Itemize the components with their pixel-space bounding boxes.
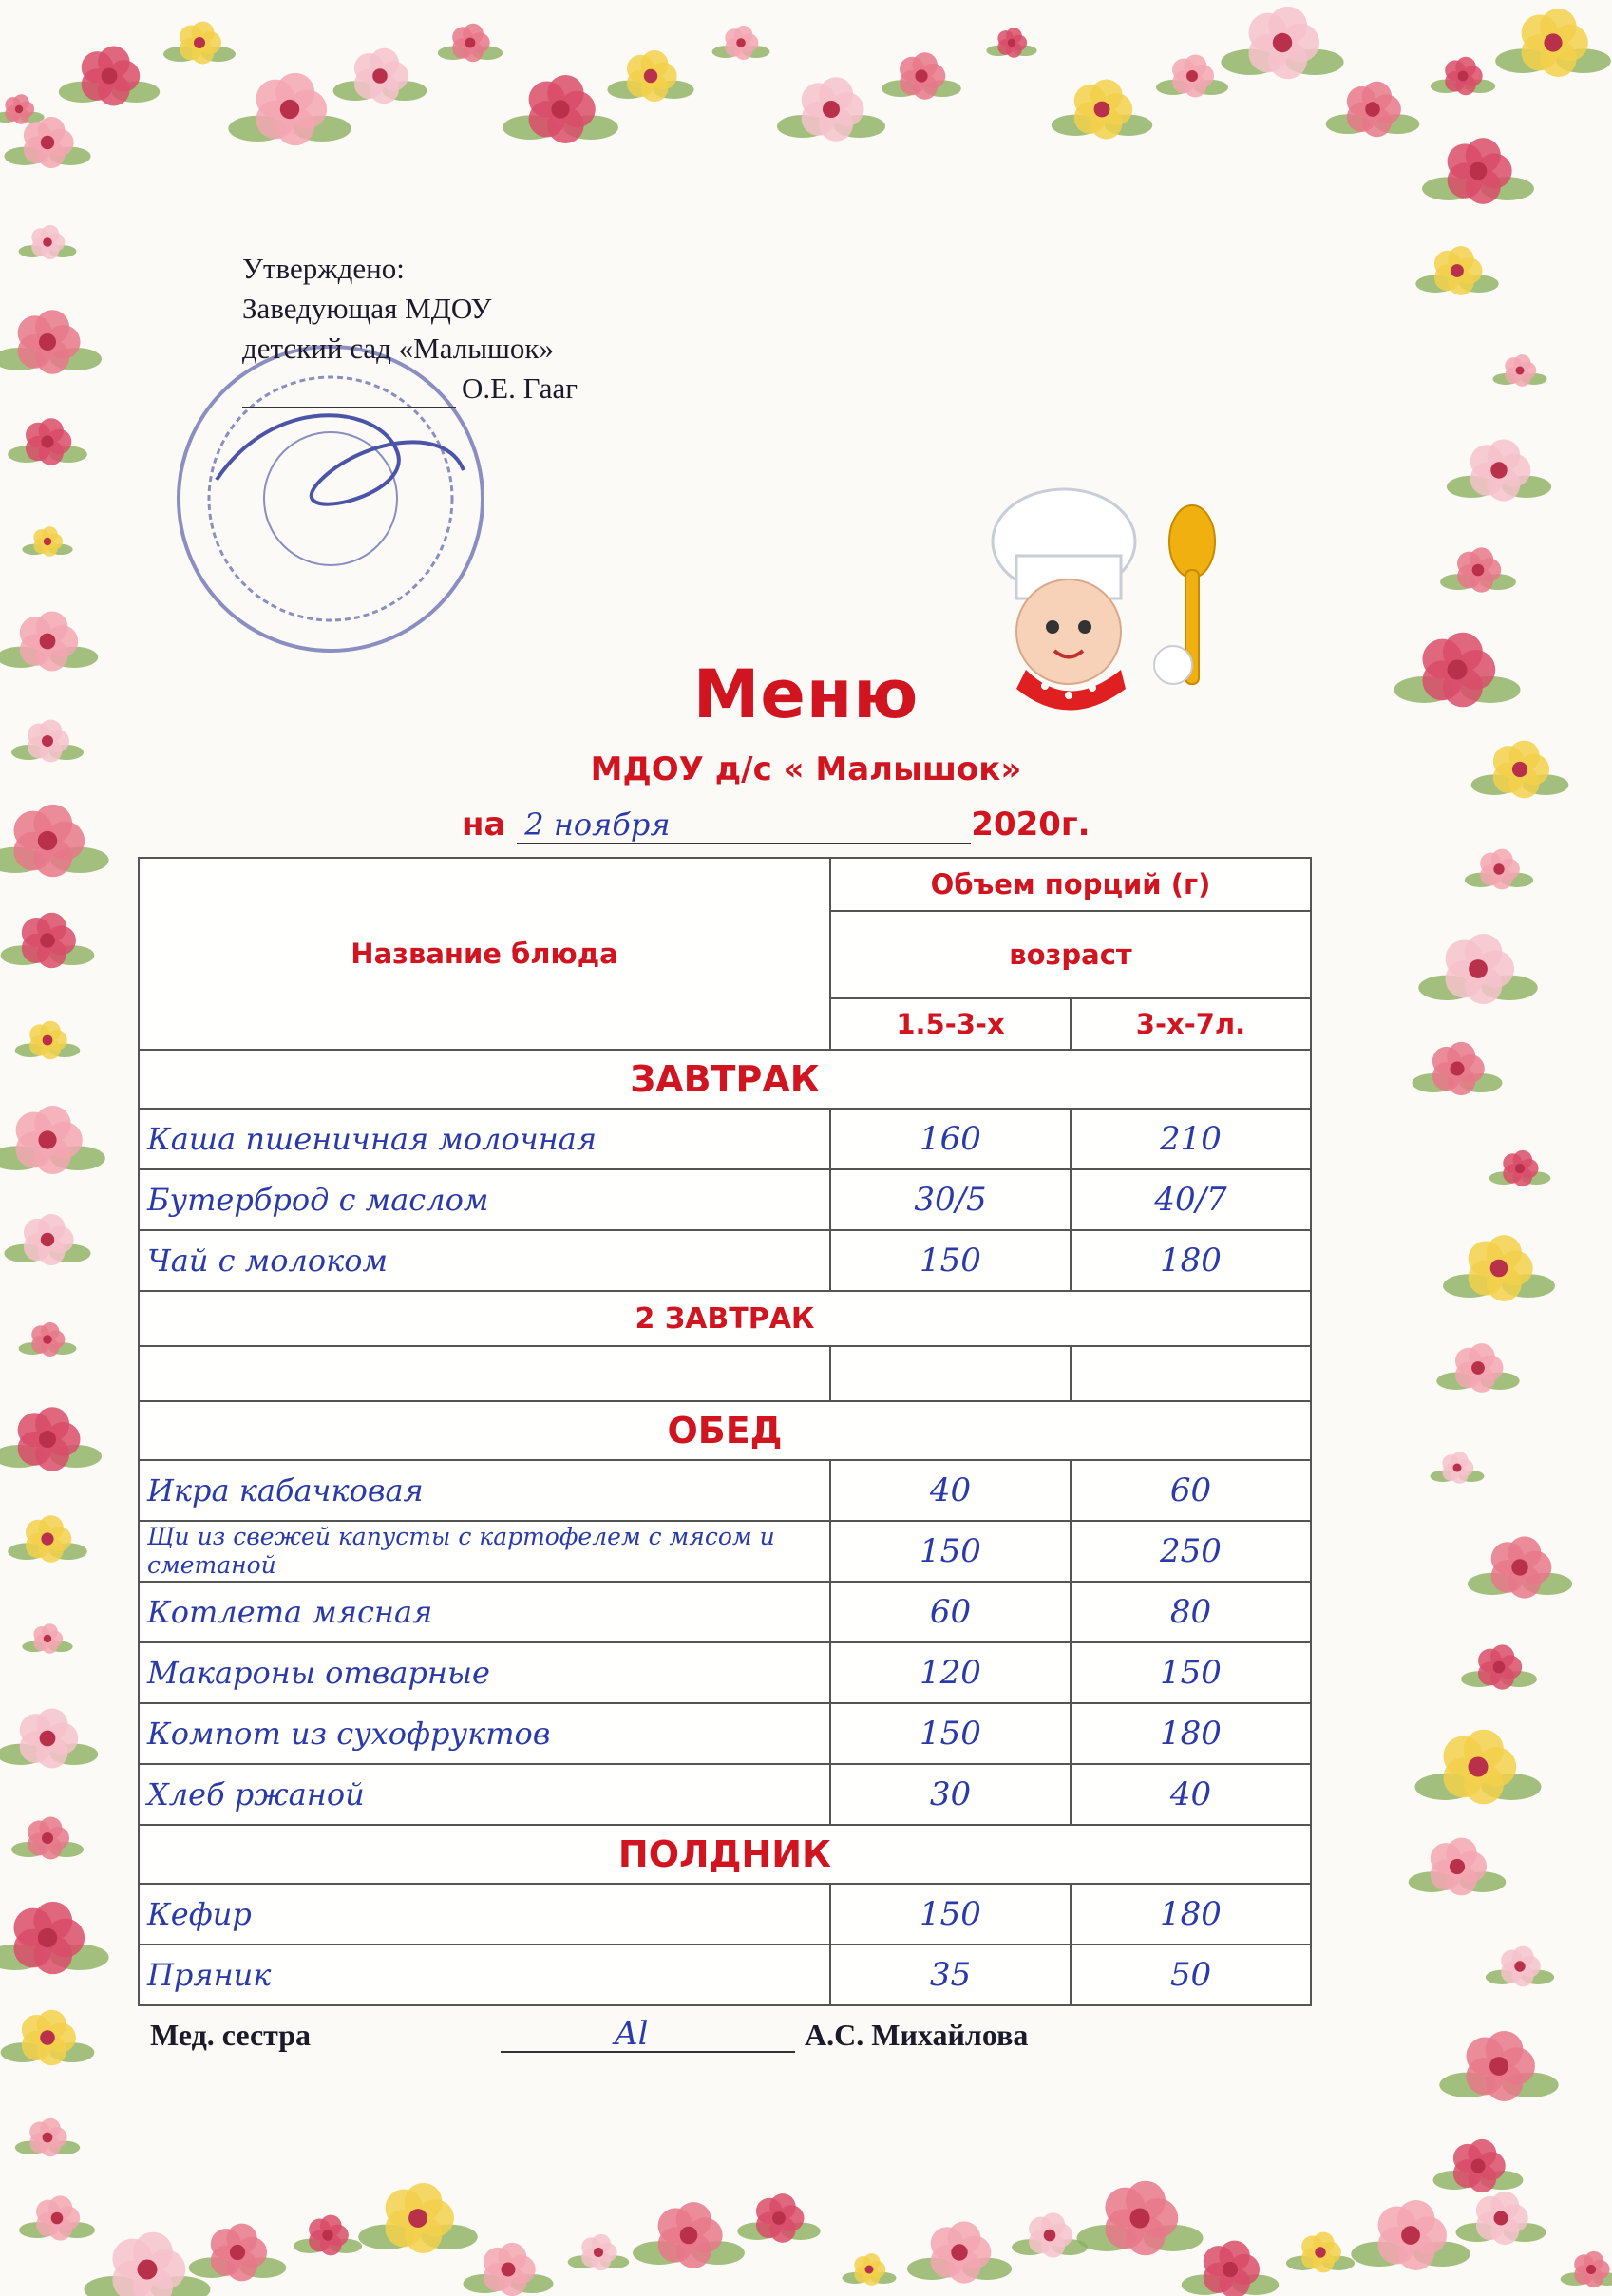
- table-row: [139, 1642, 1311, 1703]
- portion-older: 180: [1071, 1230, 1311, 1291]
- flower-icon: [4, 1214, 90, 1265]
- footer-role: Мед. сестра: [150, 2018, 312, 2052]
- flower-icon: [1443, 1235, 1555, 1301]
- portion-young: 40: [830, 1460, 1071, 1521]
- table-row: [139, 1703, 1311, 1764]
- flower-icon: [0, 94, 45, 123]
- portion-older: 40/7: [1071, 1169, 1311, 1230]
- flower-icon: [1493, 354, 1547, 387]
- flower-icon: [163, 22, 236, 65]
- flower-icon: [1431, 1452, 1485, 1484]
- flower-icon: [1422, 138, 1534, 204]
- section-breakfast: ЗАВТРАК: [139, 1050, 1311, 1109]
- approval-signer: О.Е. Гааг: [462, 371, 578, 405]
- flower-icon: [1413, 1042, 1503, 1095]
- flower-icon: [0, 1902, 109, 1974]
- flower-icon: [503, 75, 618, 143]
- portion-older: 180: [1071, 1884, 1311, 1945]
- flower-icon: [464, 2243, 554, 2296]
- age-header: возраст: [830, 911, 1311, 998]
- flower-icon: [1409, 1838, 1507, 1896]
- flower-icon: [228, 73, 351, 145]
- dish-name: Хлеб ржаной: [139, 1764, 830, 1825]
- portion-young: 30/5: [830, 1169, 1071, 1230]
- flower-icon: [1489, 1150, 1551, 1186]
- flower-icon: [1418, 934, 1537, 1004]
- dish-name: Чай с молоком: [139, 1230, 830, 1291]
- flower-icon: [1439, 2031, 1558, 2101]
- flower-icon: [1012, 2212, 1088, 2257]
- flower-icon: [1561, 2251, 1612, 2287]
- portion-header: Объем порций (г): [830, 858, 1311, 911]
- footer-signature-mark: Al: [615, 2015, 649, 2053]
- flower-icon: [333, 48, 427, 104]
- flower-icon: [607, 50, 693, 102]
- flower-icon: [1461, 1644, 1537, 1689]
- flower-icon: [8, 1515, 87, 1562]
- approval-organization: детский сад «Малышок»: [242, 332, 554, 365]
- empty-cell: [1071, 1346, 1311, 1401]
- page-subtitle: МДОУ д/с « Малышок»: [590, 750, 1022, 788]
- flower-icon: [1456, 2192, 1546, 2245]
- flower-icon: [1221, 7, 1343, 79]
- table-row: [139, 1884, 1311, 1945]
- flower-icon: [1182, 2241, 1280, 2296]
- flower-icon: [1415, 246, 1498, 295]
- table-row: [139, 1521, 1311, 1582]
- flower-icon: [1052, 80, 1152, 140]
- flower-icon: [1, 2010, 95, 2065]
- portion-young: 30: [830, 1764, 1071, 1825]
- flower-icon: [1433, 2139, 1524, 2192]
- flower-icon: [19, 1322, 77, 1357]
- flower-icon: [1431, 57, 1495, 95]
- footer-name: А.С. Михайлова: [805, 2018, 1029, 2052]
- flower-icon: [0, 310, 102, 373]
- flower-icon: [4, 117, 90, 168]
- flower-icon: [0, 1407, 102, 1471]
- portion-older: 180: [1071, 1703, 1311, 1764]
- dish-name: Бутерброд с маслом: [139, 1169, 830, 1230]
- flower-icon: [907, 2221, 1012, 2283]
- flower-icon: [8, 418, 87, 465]
- approval-signature-line: [242, 369, 679, 408]
- portion-older: 150: [1071, 1642, 1311, 1703]
- dish-name-header: Название блюда: [139, 858, 830, 1050]
- dish-name: Макароны отварные: [139, 1642, 830, 1703]
- table-row: [139, 1230, 1311, 1291]
- menu-table: [138, 857, 1312, 2006]
- flower-icon: [189, 2224, 287, 2282]
- dish-name: Котлета мясная: [139, 1582, 830, 1642]
- portion-older: 60: [1071, 1460, 1311, 1521]
- flower-icon: [11, 1817, 84, 1860]
- portion-young: 120: [830, 1642, 1071, 1703]
- table-row: [139, 1460, 1311, 1521]
- approval-position: Заведующая МДОУ: [242, 292, 492, 325]
- flower-icon: [19, 2195, 95, 2240]
- dish-name: Каша пшеничная молочная: [139, 1109, 830, 1169]
- portion-older: 210: [1071, 1109, 1311, 1169]
- flower-icon: [358, 2183, 477, 2253]
- date-year: 2020г.: [971, 806, 1090, 844]
- portion-young: 150: [830, 1230, 1071, 1291]
- flower-icon: [294, 2215, 362, 2256]
- flower-icon: [19, 225, 77, 259]
- flower-icon: [1286, 2232, 1355, 2273]
- footer-signature: [150, 2015, 1029, 2053]
- portion-young: 60: [830, 1582, 1071, 1642]
- flower-icon: [1495, 9, 1611, 77]
- flower-icon: [712, 26, 770, 60]
- flower-icon: [1415, 1730, 1542, 1805]
- empty-cell: [139, 1346, 830, 1401]
- flower-icon: [1465, 849, 1533, 890]
- section-snack: ПОЛДНИК: [139, 1825, 1311, 1884]
- flower-icon: [568, 2234, 630, 2270]
- flower-icon: [15, 1021, 80, 1059]
- date-line: [462, 806, 1090, 844]
- dish-name: Пряник: [139, 1945, 830, 2005]
- portion-young: 35: [830, 1945, 1071, 2005]
- table-row: [139, 1945, 1311, 2005]
- flower-icon: [22, 1623, 72, 1653]
- flower-icon: [438, 24, 503, 62]
- dish-name: Компот из сухофруктов: [139, 1703, 830, 1764]
- flower-icon: [843, 2253, 897, 2286]
- portion-young: 150: [830, 1521, 1071, 1582]
- flower-icon: [0, 1709, 98, 1769]
- flower-icon: [22, 526, 72, 556]
- flower-icon: [0, 805, 109, 877]
- portion-older: 250: [1071, 1521, 1311, 1582]
- section-second-breakfast: 2 ЗАВТРАК: [139, 1291, 1311, 1346]
- flower-icon: [737, 2193, 820, 2243]
- table-row: [139, 1764, 1311, 1825]
- portion-young: 160: [830, 1109, 1071, 1169]
- table-row: [139, 1582, 1311, 1642]
- table-row: [139, 1109, 1311, 1169]
- page-title: Меню: [692, 655, 920, 733]
- flower-icon: [1077, 2181, 1204, 2256]
- dish-name: Щи из свежей капусты с картофелем с мясом и сметаной: [139, 1521, 830, 1582]
- table-row: [139, 1346, 1311, 1401]
- dish-name: Кефир: [139, 1884, 830, 1945]
- approval-label: Утверждено:: [242, 252, 405, 285]
- flower-icon: [0, 1106, 105, 1174]
- footer-signature-line: [501, 2015, 795, 2053]
- age-group-older: 3-х-7л.: [1071, 998, 1311, 1050]
- flower-icon: [1351, 2200, 1470, 2270]
- flower-icon: [633, 2202, 745, 2268]
- empty-cell: [830, 1346, 1071, 1401]
- flower-icon: [1436, 1343, 1519, 1393]
- flower-icon: [777, 77, 885, 141]
- flower-icon: [1486, 1946, 1554, 1987]
- flower-icon: [59, 47, 160, 106]
- dish-name: Икра кабачковая: [139, 1460, 830, 1521]
- portion-older: 80: [1071, 1582, 1311, 1642]
- approval-block: [242, 249, 679, 408]
- date-prefix: на: [462, 806, 506, 844]
- flower-icon: [15, 2118, 80, 2156]
- signature-line: [242, 378, 456, 408]
- flower-icon: [1440, 547, 1516, 592]
- date-handwritten: 2 ноября: [517, 806, 971, 844]
- flower-icon: [986, 28, 1036, 57]
- portion-young: 150: [830, 1703, 1071, 1764]
- portion-young: 150: [830, 1884, 1071, 1945]
- portion-older: 40: [1071, 1764, 1311, 1825]
- flower-icon: [1326, 82, 1420, 137]
- table-row: [139, 1169, 1311, 1230]
- flower-icon: [1468, 1536, 1572, 1598]
- section-lunch: ОБЕД: [139, 1401, 1311, 1460]
- flower-icon: [1, 913, 95, 968]
- flower-icon: [882, 52, 961, 99]
- age-group-young: 1.5-3-х: [830, 998, 1071, 1050]
- portion-older: 50: [1071, 1945, 1311, 2005]
- flower-icon: [1156, 55, 1228, 98]
- flower-icon: [1447, 439, 1551, 501]
